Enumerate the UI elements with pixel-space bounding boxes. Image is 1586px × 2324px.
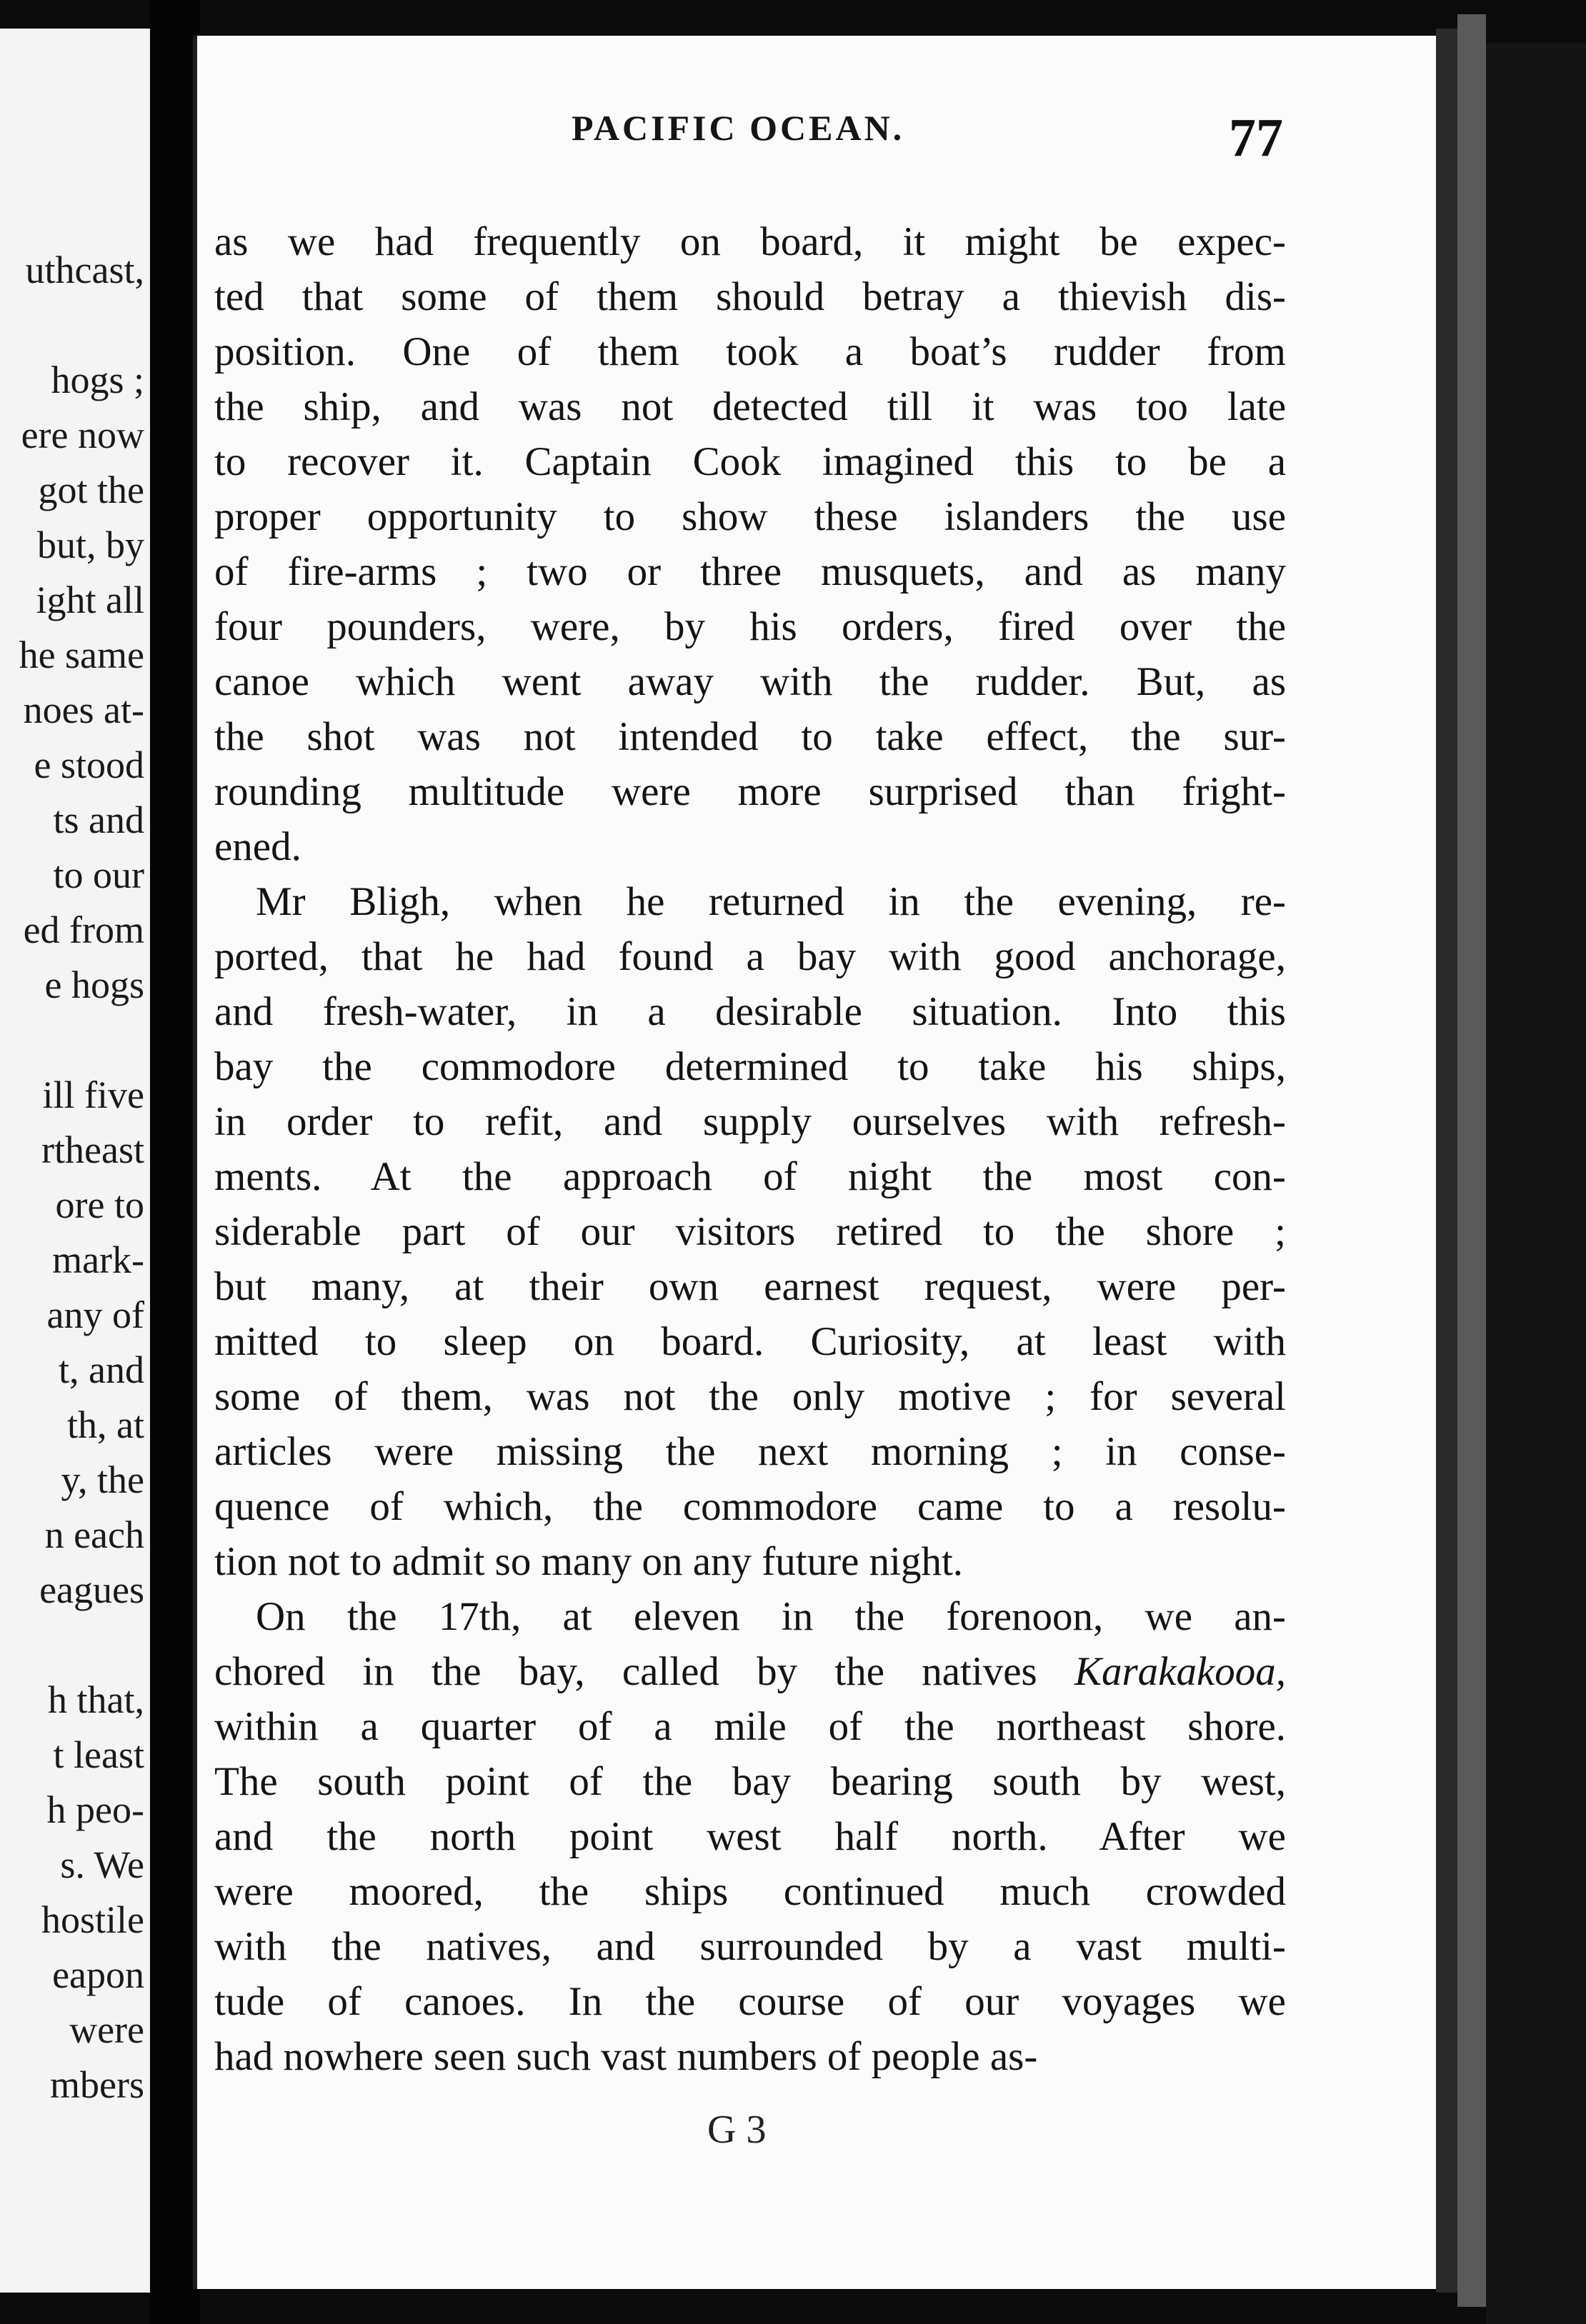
text-line-content: of fire-arms ; two or three musquets, and as many	[214, 549, 1286, 594]
italic-place-name: Karakakooa,	[1074, 1649, 1286, 1694]
facing-page-line: e hogs	[44, 963, 144, 1006]
text-line-content: as we had frequently on board, it might be expec-	[214, 219, 1286, 264]
text-line-content: Mr Bligh, when he returned in the evening, re-	[256, 879, 1286, 924]
text-line-content: articles were missing the next morning ; in conse-	[214, 1429, 1286, 1474]
text-line-content: were moored, the ships continued much crowded	[214, 1869, 1286, 1914]
text-line	[214, 764, 1286, 819]
facing-page-line	[19, 1013, 144, 1068]
text-line	[214, 434, 1286, 489]
text-line	[214, 1644, 1286, 1699]
page-number: 77	[1229, 108, 1283, 168]
facing-page-line: eagues	[39, 1568, 144, 1611]
text-line-content: canoe which went away with the rudder. But, as	[214, 659, 1286, 704]
text-line	[214, 709, 1286, 764]
facing-page-text	[19, 243, 144, 2113]
facing-page-line: rtheast	[41, 1128, 144, 1171]
text-line-content: ments. At the approach of night the most con-	[214, 1154, 1286, 1199]
facing-page-line: th, at	[67, 1403, 144, 1446]
facing-page-line: ere now	[21, 414, 144, 456]
facing-page-line: ed from	[23, 908, 144, 951]
text-line-content: mitted to sleep on board. Curiosity, at least with	[214, 1319, 1286, 1364]
facing-page-line: noes at-	[23, 688, 144, 731]
text-line	[214, 1919, 1286, 1974]
text-line	[214, 489, 1286, 544]
facing-page-line: he same	[19, 633, 144, 676]
text-line-content: tude of canoes. In the course of our voyages we	[214, 1979, 1286, 2024]
text-line-content: four pounders, were, by his orders, fired over the	[214, 604, 1286, 649]
facing-page-line: got the	[38, 469, 144, 511]
body-text	[214, 214, 1286, 2084]
facing-page-line: uthcast,	[25, 249, 144, 291]
text-line	[214, 1204, 1286, 1259]
facing-page-line: mark-	[52, 1238, 144, 1281]
text-line	[214, 1424, 1286, 1479]
text-line-content: and fresh-water, in a desirable situation. Into this	[214, 989, 1286, 1034]
text-line	[214, 1589, 1286, 1644]
facing-page-line: hostile	[41, 1898, 144, 1941]
text-line-content: rounding multitude were more surprised than fright-	[214, 769, 1286, 814]
text-line	[214, 1149, 1286, 1204]
facing-page-line: t least	[53, 1733, 144, 1776]
text-line-content: but many, at their own earnest request, were per-	[214, 1264, 1286, 1309]
text-line-content: and the north point west half north. After we	[214, 1814, 1286, 1859]
text-line-content: the ship, and was not detected till it was too late	[214, 384, 1286, 429]
facing-page-line	[19, 298, 144, 353]
text-line	[214, 379, 1286, 434]
text-line	[214, 2029, 1286, 2084]
text-line-content: in order to refit, and supply ourselves with refresh-	[214, 1099, 1286, 1144]
text-line	[214, 1974, 1286, 2029]
text-line-content: On the 17th, at eleven in the forenoon, we an-	[256, 1594, 1286, 1639]
text-line	[214, 269, 1286, 324]
facing-page-line: t, and	[59, 1348, 144, 1391]
text-line	[214, 544, 1286, 599]
text-line	[214, 1864, 1286, 1919]
text-line-content: chored in the bay, called by the natives	[214, 1649, 1074, 1694]
facing-page-line: s. We	[60, 1843, 144, 1886]
text-line-content: within a quarter of a mile of the northeast shore.	[214, 1704, 1286, 1749]
facing-page-line: ight all	[36, 579, 144, 621]
text-line-content: with the natives, and surrounded by a vast multi-	[214, 1924, 1286, 1969]
text-line-content: had nowhere seen such vast numbers of people as-	[214, 2034, 1038, 2079]
text-line-content: bay the commodore determined to take his ships,	[214, 1044, 1286, 1089]
facing-page-line: e stood	[34, 743, 144, 786]
text-line-content: quence of which, the commodore came to a resolu-	[214, 1484, 1286, 1529]
text-line	[214, 324, 1286, 379]
text-line	[214, 1479, 1286, 1534]
text-line-content: some of them, was not the only motive ; for several	[214, 1374, 1286, 1419]
text-line-content: the shot was not intended to take effect, the sur-	[214, 714, 1286, 759]
text-line	[214, 1754, 1286, 1809]
text-line	[214, 214, 1286, 269]
text-line-content: The south point of the bay bearing south by west,	[214, 1759, 1286, 1804]
signature-mark: G 3	[707, 2108, 767, 2152]
text-line	[214, 1534, 1286, 1589]
text-line	[214, 599, 1286, 654]
text-line	[214, 654, 1286, 709]
text-line-content: proper opportunity to show these islanders the use	[214, 494, 1286, 539]
facing-page-line: ts and	[53, 798, 144, 841]
text-line	[214, 929, 1286, 984]
facing-page-line: any of	[46, 1293, 144, 1336]
text-line	[214, 1094, 1286, 1149]
text-line-content: ened.	[214, 824, 301, 869]
text-line	[214, 1369, 1286, 1424]
text-line-content: ted that some of them should betray a thievish dis-	[214, 274, 1286, 319]
book-cover-edge	[1486, 43, 1586, 2324]
facing-page-line: n each	[44, 1513, 144, 1556]
text-line	[214, 1314, 1286, 1369]
text-line-content: ported, that he had found a bay with good anchorage,	[214, 934, 1286, 979]
text-line-content: siderable part of our visitors retired to the shore ;	[214, 1209, 1286, 1254]
text-line	[214, 1809, 1286, 1864]
facing-page-line: but, by	[36, 524, 144, 566]
text-line	[214, 1259, 1286, 1314]
facing-page-line: h peo-	[46, 1788, 144, 1831]
text-line-content: position. One of them took a boat’s rudder from	[214, 329, 1286, 374]
facing-page-line: y, the	[61, 1458, 144, 1501]
facing-page-line: to our	[53, 853, 144, 896]
facing-page-edge	[0, 29, 150, 2293]
text-line	[214, 819, 1286, 874]
facing-page-line: ill five	[42, 1073, 144, 1116]
text-line	[214, 874, 1286, 929]
facing-page-line: were	[69, 2008, 144, 2051]
page-edge	[1457, 14, 1486, 2307]
facing-page-line: ore to	[55, 1183, 144, 1226]
facing-page-line: eapon	[52, 1953, 144, 1996]
running-title: PACIFIC OCEAN.	[572, 108, 905, 148]
text-line-content: tion not to admit so many on any future night.	[214, 1539, 964, 1584]
facing-page-line	[19, 1618, 144, 1673]
text-line	[214, 1699, 1286, 1754]
text-line	[214, 984, 1286, 1039]
text-line-content: to recover it. Captain Cook imagined this to be a	[214, 439, 1286, 484]
facing-page-line: mbers	[50, 2063, 144, 2106]
page-edge	[1436, 29, 1457, 2293]
facing-page-line: h that,	[48, 1678, 144, 1721]
facing-page-line: hogs ;	[51, 359, 144, 401]
text-line	[214, 1039, 1286, 1094]
